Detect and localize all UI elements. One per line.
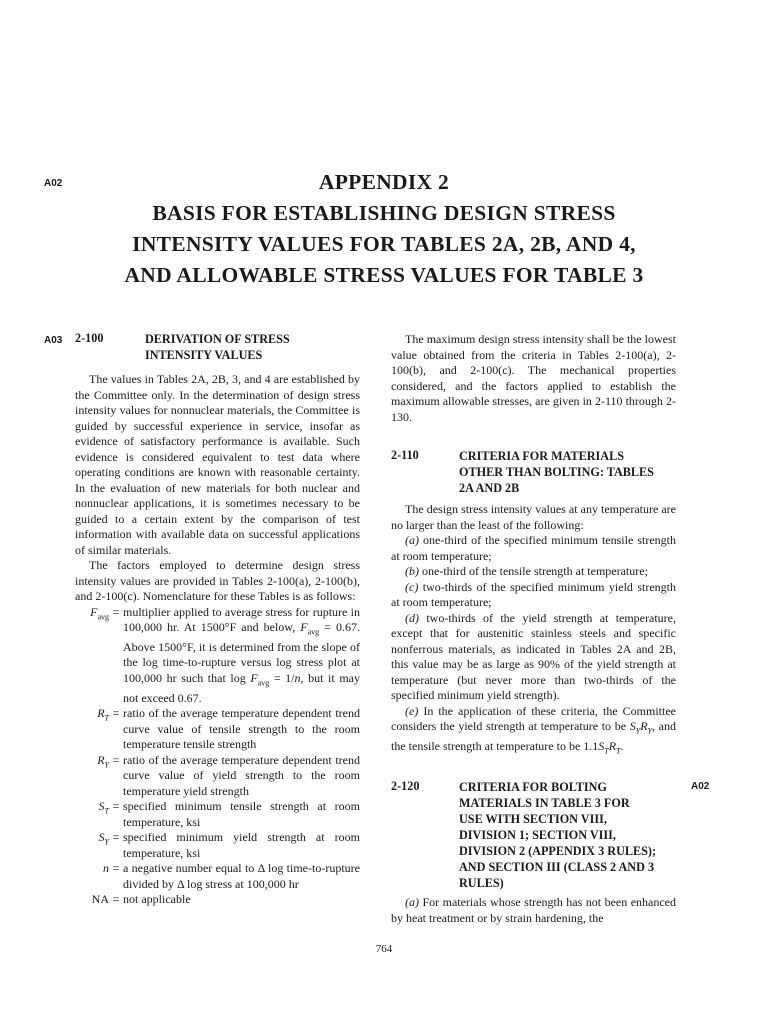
paragraph: The design stress intensity values at any temperature are no larger than the least of the following: (391, 502, 676, 532)
section-heading-2-100: DERIVATION OF STRESS INTENSITY VALUES (145, 332, 290, 362)
criterion-c: (c) two-thirds of the specified minimum yield strength at room temperature; (391, 579, 676, 609)
definition-ry: $R_Y$ = ratio of the average temperature dependent trend curve value of yield strength to the room temperature yield strength (97, 752, 360, 798)
section-heading-2-120: CRITERIA FOR BOLTING MATERIALS IN TABLE 3 FOR USE WITH SECTION VIII, DIVISION 1; SECTION VIII, DIVISION 2 (APPENDIX 3 RULES); AND SECTION III (CLASS 2 AND 3 RULES) (459, 780, 657, 890)
criterion-d: (d) two-thirds of the yield strength at temperature, except that for austenitic stainless steels and specific nonferrous materials, as indicated in Tables 2A and 2B, this value may be as large as 90% of the yield strength at temperature (but never more than two-thirds of the specified minimum yield strength). (391, 610, 676, 702)
criterion-e: (e) In the application of these criteria, the Committee considers the yield strength at temperature to be $S_YR_Y$, and the tensile strength at temperature to be $1.1S_TR_T$. (391, 703, 676, 756)
title-line-3: INTENSITY VALUES FOR TABLES 2A, 2B, AND 4, (132, 232, 636, 256)
section-2-110-body (391, 502, 676, 759)
revision-mark-2-100: A03 (44, 335, 63, 346)
definition-rt: $R_T$ = ratio of the average temperature dependent trend curve value of tensile strength to the room temperature tensile strength (97, 706, 360, 752)
definition-st: $S_T$ = specified minimum tensile strength at room temperature, ksi (98, 799, 360, 829)
section-number-2-110: 2-110 (391, 448, 419, 462)
definition-na: NA = not applicable (91, 892, 191, 907)
paragraph: The factors employed to determine design stress intensity values are provided in Tables 2-100(a), 2-100(b), and 2-100(c). Nomenclature for these Tables is as follows: (75, 558, 360, 603)
section-heading-2-110: CRITERIA FOR MATERIALS OTHER THAN BOLTING: TABLES 2A AND 2B (459, 449, 654, 495)
paragraph: The values in Tables 2A, 2B, 3, and 4 are established by the Committee only. In the determination of design stress intensity values for nonnuclear materials, the Committee is guided by successful experience in service, insofar as evidence of satisfactory performance is available. Such evidence is considered equivalent to test data where operating conditions are known with reasonable certainty. In the evaluation of new materials for both nuclear and nonnuclear applications, it is sometimes necessary to be guided to a certain extent by the comparison of test information with available data on successful applications of similar materials. (75, 372, 360, 557)
definition-n: n = a negative number equal to Δ log time-to-rupture divided by Δ log stress at 100,000 hr (103, 861, 360, 891)
revision-mark-2-120: A02 (691, 781, 710, 792)
criterion-a: (a) For materials whose strength has not been enhanced by heat treatment or by strain hardening, the (391, 895, 676, 925)
criterion-b: (b) one-third of the tensile strength at temperature; (405, 564, 648, 578)
section-2-100-body (75, 372, 360, 908)
definition-favg: $F_{avg}$ = multiplier applied to average stress for rupture in 100,000 hr. At 1500°F and below, $F_{avg} = 0.67$. Above 1500°F, it is determined from the slope of the log time-to-rupture versus log stress plot at 100,000 hr such that $\log F_{avg} = 1/n$, but it may not exceed 0.67. (90, 604, 360, 705)
title-line-2: BASIS FOR ESTABLISHING DESIGN STRESS (152, 201, 616, 225)
definition-sy: $S_Y$ = specified minimum yield strength at room temperature, ksi (98, 830, 360, 860)
section-number-2-100: 2-100 (75, 331, 104, 345)
page-number: 764 (375, 943, 393, 955)
section-number-2-120: 2-120 (391, 779, 420, 793)
revision-mark-title: A02 (44, 178, 63, 189)
criterion-a: (a) one-third of the specified minimum tensile strength at room temperature; (391, 533, 676, 563)
nomenclature-list (75, 605, 360, 908)
section-2-120-body (391, 895, 676, 926)
right-column-intro (391, 332, 676, 425)
appendix-title: APPENDIX 2 (318, 170, 450, 194)
title-line-4: AND ALLOWABLE STRESS VALUES FOR TABLE 3 (124, 263, 644, 287)
paragraph: The maximum design stress intensity shall be the lowest value obtained from the criteria in Tables 2-100(a), 2-100(b), and 2-100(c). The mechanical properties considered, and the factors applied to establish the maximum allowable stresses, are given in 2-110 through 2-130. (391, 332, 676, 424)
